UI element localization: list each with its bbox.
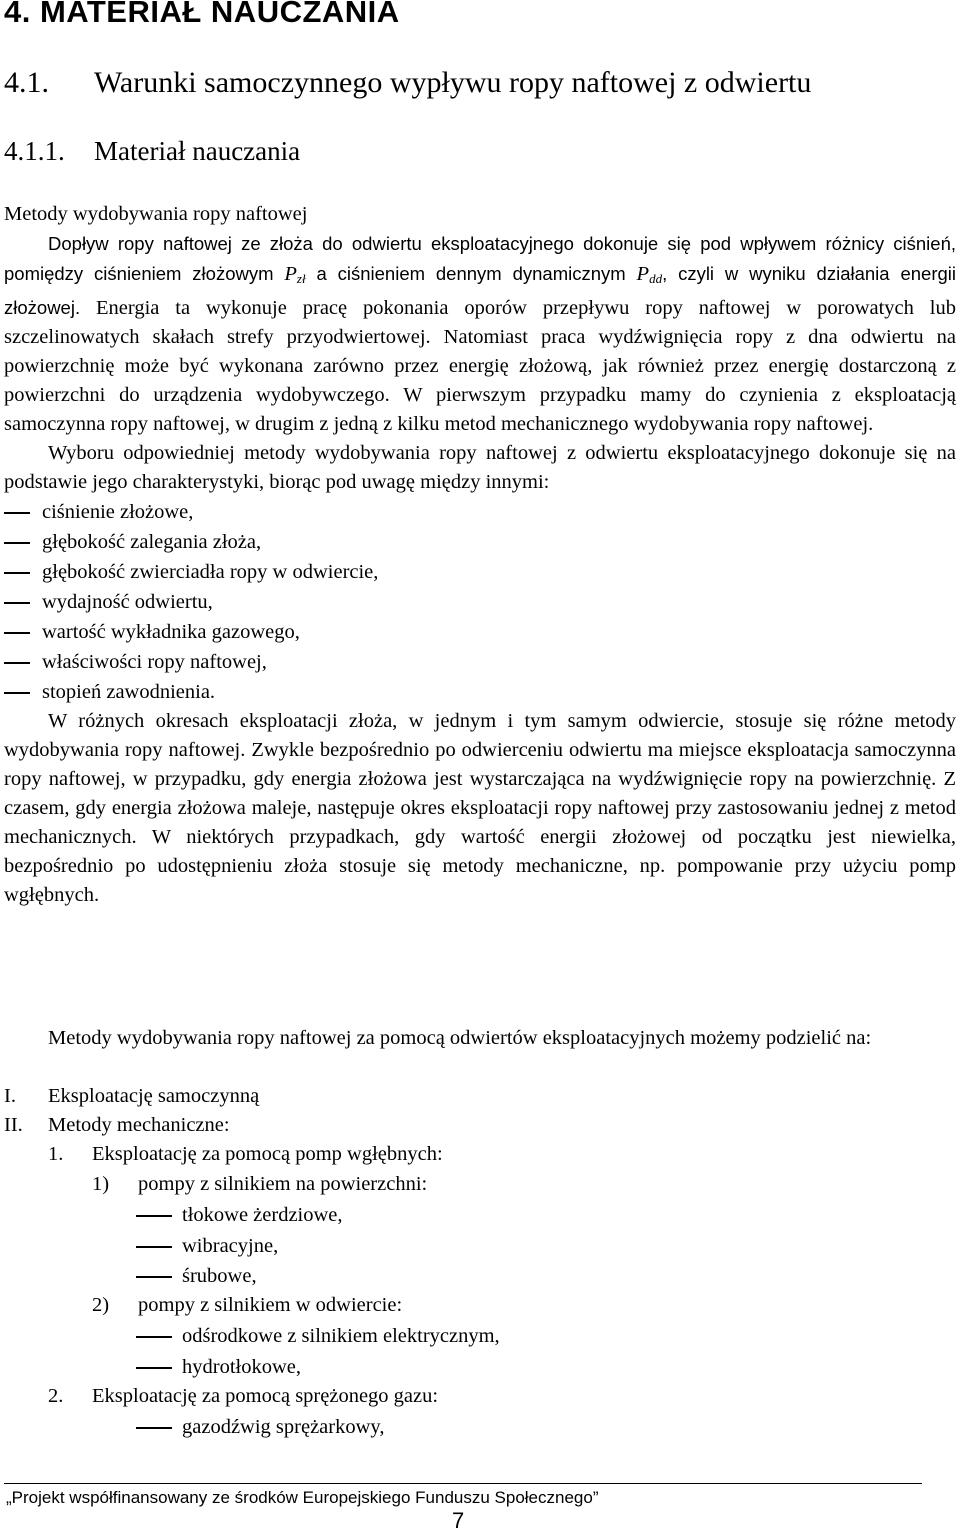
list-item-text: głębokość zwierciadła ropy w odwiercie, — [42, 561, 379, 583]
dash-bullet-icon — [136, 1215, 172, 1217]
section-title: Warunki samoczynnego wypływu ropy naftowej z odwiertu — [94, 66, 812, 99]
dash-bullet-icon — [4, 512, 30, 514]
footer-text: „Projekt współfinansowany ze środków Europejskiego Funduszu Społecznego” — [6, 1488, 599, 1507]
footer-divider — [4, 1483, 922, 1484]
outline-label: I. — [4, 1085, 16, 1107]
outline-label: 1. — [48, 1143, 64, 1165]
dash-bullet-icon — [4, 632, 30, 634]
list-item-text: śrubowe, — [182, 1265, 257, 1287]
subscript-zl: zł — [296, 271, 306, 286]
subsection-number: 4.1.1. — [4, 136, 65, 166]
outline-text: Eksploatację za pomocą pomp wgłębnych: — [92, 1143, 443, 1165]
outline-text: pompy z silnikiem na powierzchni: — [138, 1173, 428, 1195]
list-item-text: wydajność odwiertu, — [42, 591, 213, 613]
subsection-heading — [4, 136, 300, 167]
factors-list — [4, 497, 956, 707]
dash-bullet-icon — [136, 1427, 172, 1429]
outline-label: II. — [4, 1114, 23, 1136]
outline-text: pompy z silnikiem w odwiercie: — [138, 1294, 403, 1316]
intro-block — [4, 200, 956, 910]
list-item-text: stopień zawodnienia. — [42, 681, 216, 703]
para1-part-b: a ciśnieniem dennym dynamicznym — [305, 263, 637, 284]
paragraph-3: W różnych okresach eksploatacji złoża, w jednym i tym samym odwiercie, stosuje się różne metody wydobywania ropy naftowej. Zwykle bezpośrednio po odwierceniu odwiertu ma miejsce eksploatacja samoczynna ropy naftowej, w przypadku, gdy energia złożowa jest wystarczająca na wydźwignięcie ropy na powierzchnię. Z czasem, gdy energia złożowa maleje, następuje okres eksploatacji ropy naftowej przy zastosowaniu jednej z metod mechanicznych. W niektórych przypadkach, gdy wartość energii złożowej od początku jest niewielka, bezpośrednio po udostępnieniu złoża stosuje się metody mechaniczne, np. pompowanie przy użyciu pomp wgłębnych. — [4, 710, 956, 906]
chapter-heading: 4. MATERIAŁ NAUCZANIA — [4, 0, 400, 29]
para1-part-e: Natomiast praca wydźwignięcia ropy z dna odwiertu na powierzchnię może być wykonana zarówno przez energię złożową, jak również przez energię dostarczoną z powierzchni do urządzenia wydobywczego. W pierwszym przypadku mamy do czynienia z eksploatacją samoczynna ropy naftowej, w drugim z jedną z kilku metod mechanicznego wydobywania ropy naftowej. — [4, 326, 956, 435]
outline-label: 2. — [48, 1385, 64, 1407]
para1-part-c: , czyli w wyniku działania energii złożowej. — [4, 263, 956, 318]
list-item-text: tłokowe żerdziowe, — [182, 1204, 343, 1226]
dash-bullet-icon — [136, 1367, 172, 1369]
dash-bullet-icon — [136, 1276, 172, 1278]
list-item — [4, 527, 956, 557]
list-item-text: wartość wykładnika gazowego, — [42, 621, 300, 643]
dash-bullet-icon — [4, 662, 30, 664]
list-item — [4, 497, 956, 527]
section-heading — [4, 66, 811, 100]
dash-bullet-icon — [4, 542, 30, 544]
list-item-text: głębokość zalegania złoża, — [42, 531, 262, 553]
list-item-text: hydrotłokowe, — [182, 1356, 301, 1378]
list-item-text: wibracyjne, — [182, 1235, 279, 1257]
section-number: 4.1. — [4, 66, 49, 99]
dash-bullet-icon — [4, 572, 30, 574]
outline-label: 2) — [92, 1294, 110, 1316]
paragraph-4: Metody wydobywania ropy naftowej za pomocą odwiertów eksploatacyjnych możemy podzielić na: — [48, 1027, 872, 1049]
list-item — [4, 557, 956, 587]
list-item-text: ciśnienie złożowe, — [42, 501, 194, 523]
outline-label: 1) — [92, 1173, 110, 1195]
methods-title: Metody wydobywania ropy naftowej — [4, 203, 308, 225]
classification-intro — [4, 1024, 956, 1053]
list-item-text: odśrodkowe z silnikiem elektrycznym, — [182, 1325, 500, 1347]
dash-bullet-icon — [136, 1246, 172, 1248]
para1-part-d: Energia ta wykonuje pracę pokonania oporów przepływu ropy naftowej w porowatych lub szczelinowatych skałach strefy przyodwiertowej. — [4, 297, 956, 348]
dash-bullet-icon — [4, 602, 30, 604]
subscript-dd: dd — [649, 271, 663, 286]
list-item-text: gazodźwig sprężarkowy, — [182, 1416, 385, 1438]
paragraph-2: Wyboru odpowiedniej metody wydobywania ropy naftowej z odwiertu eksploatacyjnego dokonuje się na podstawie jego charakterystyki, biorąc pod uwagę między innymi: — [4, 442, 956, 493]
dash-bullet-icon — [4, 692, 30, 694]
subsection-title: Materiał nauczania — [94, 136, 301, 166]
outline-text: Eksploatację za pomocą sprężonego gazu: — [92, 1385, 439, 1407]
symbol-p-zl: P — [284, 263, 297, 285]
dash-bullet-icon — [136, 1336, 172, 1338]
list-item — [4, 587, 956, 617]
list-item — [4, 617, 956, 647]
para1-part-a: Dopływ ropy naftowej ze złoża do odwiertu eksploatacyjnego dokonuje się pod wpływem różnicy ciśnień, pomiędzy ciśnieniem złożowym — [4, 233, 956, 284]
list-item — [4, 647, 956, 677]
outline-text: Eksploatację samoczynną — [48, 1085, 260, 1107]
symbol-p-dd: P — [636, 263, 650, 285]
list-item-text: właściwości ropy naftowej, — [42, 651, 267, 673]
paragraph-1 — [4, 229, 956, 439]
list-item — [4, 677, 956, 707]
page-number: 7 — [452, 1508, 465, 1533]
outline-text: Metody mechaniczne: — [48, 1114, 230, 1136]
